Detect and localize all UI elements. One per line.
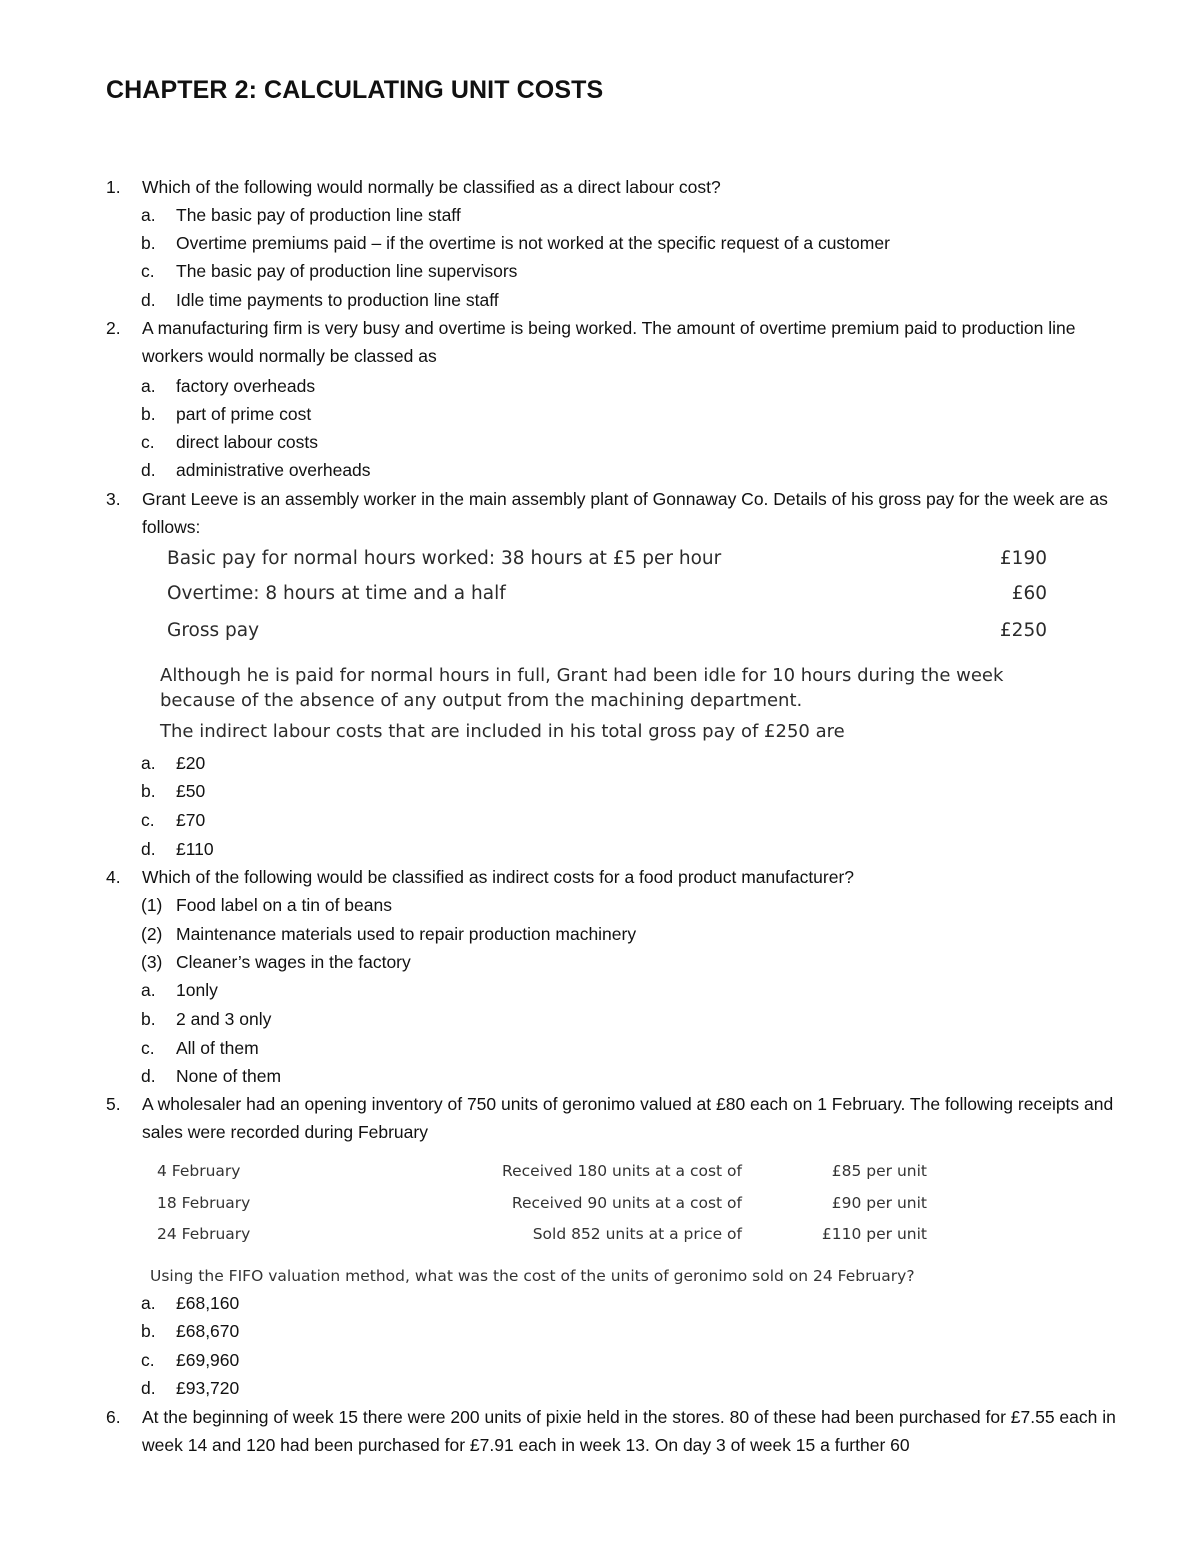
question-number: 2. bbox=[106, 318, 121, 338]
option-label: a. bbox=[141, 1293, 156, 1313]
option-label: c. bbox=[141, 261, 155, 281]
question-3 bbox=[106, 485, 1136, 542]
option-text: £70 bbox=[176, 810, 206, 830]
pay-amount: £250 bbox=[999, 620, 1047, 641]
option-text: administrative overheads bbox=[176, 460, 371, 480]
option-text: £68,160 bbox=[176, 1293, 240, 1313]
option-4a bbox=[141, 976, 1131, 1004]
inventory-desc: Received 90 units at a cost of bbox=[511, 1194, 742, 1212]
option-label: b. bbox=[141, 233, 156, 253]
question-2 bbox=[106, 314, 1136, 371]
question-1 bbox=[106, 173, 1136, 201]
option-4c bbox=[141, 1034, 1131, 1062]
inventory-date: 18 February bbox=[157, 1194, 251, 1212]
option-label: d. bbox=[141, 1378, 156, 1398]
option-text: The basic pay of production line staff bbox=[176, 205, 461, 225]
note-line: Using the FIFO valuation method, what was the cost of the units of geronimo sold on 24 February? bbox=[150, 1267, 915, 1285]
inventory-date: 24 February bbox=[157, 1225, 251, 1243]
question-text: Which of the following would be classified as indirect costs for a food product manufacturer? bbox=[142, 867, 855, 887]
option-label: c. bbox=[141, 432, 155, 452]
option-1d bbox=[141, 286, 1131, 314]
option-5c bbox=[141, 1346, 1131, 1374]
option-label: a. bbox=[141, 753, 156, 773]
question-number: 5. bbox=[106, 1094, 121, 1114]
question-text: A wholesaler had an opening inventory of 750 units of geronimo valued at £80 each on 1 February. The following receipts and sales were recorded during February bbox=[142, 1094, 1114, 1143]
item-text: Maintenance materials used to repair production machinery bbox=[176, 924, 637, 944]
option-1b bbox=[141, 229, 1131, 257]
question-number: 6. bbox=[106, 1407, 121, 1427]
option-label: d. bbox=[141, 290, 156, 310]
inventory-date: 4 February bbox=[157, 1162, 241, 1180]
option-3d bbox=[141, 835, 1131, 863]
item-label: (3) bbox=[141, 952, 163, 972]
option-5a bbox=[141, 1289, 1131, 1317]
pay-row bbox=[167, 545, 1047, 573]
option-label: a. bbox=[141, 980, 156, 1000]
item-4-2 bbox=[141, 920, 1131, 948]
pay-amount: £60 bbox=[1011, 583, 1047, 604]
pay-row bbox=[167, 580, 1047, 608]
option-text: £68,670 bbox=[176, 1321, 240, 1341]
option-text: £69,960 bbox=[176, 1350, 240, 1370]
question-number: 1. bbox=[106, 177, 121, 197]
note-line: The indirect labour costs that are included in his total gross pay of £250 are bbox=[160, 721, 845, 742]
item-label: (2) bbox=[141, 924, 163, 944]
option-text: factory overheads bbox=[176, 376, 316, 396]
pay-row bbox=[167, 617, 1047, 645]
option-label: c. bbox=[141, 810, 155, 830]
option-3c bbox=[141, 806, 1131, 834]
option-label: b. bbox=[141, 1009, 156, 1029]
option-text: part of prime cost bbox=[176, 404, 312, 424]
option-label: b. bbox=[141, 1321, 156, 1341]
question-5 bbox=[106, 1090, 1136, 1147]
question-number: 3. bbox=[106, 489, 121, 509]
question-number: 4. bbox=[106, 867, 121, 887]
pay-label: Overtime: 8 hours at time and a half bbox=[167, 583, 506, 604]
option-label: a. bbox=[141, 205, 156, 225]
pay-label: Gross pay bbox=[167, 620, 260, 641]
option-text: Idle time payments to production line staff bbox=[176, 290, 499, 310]
option-1c bbox=[141, 257, 1131, 285]
option-4b bbox=[141, 1005, 1131, 1033]
note-line: because of the absence of any output from the machining department. bbox=[160, 690, 803, 711]
option-4d bbox=[141, 1062, 1131, 1090]
question-text: At the beginning of week 15 there were 200 units of pixie held in the stores. 80 of these had been purchased for £7.55 each in week 14 and 120 had been purchased for £7.91 each in week 13. On day 3 of week 15 a further 60 bbox=[142, 1407, 1116, 1456]
option-text: The basic pay of production line supervisors bbox=[176, 261, 518, 281]
question-text: Grant Leeve is an assembly worker in the main assembly plant of Gonnaway Co. Details of his gross pay for the week are as follows: bbox=[142, 489, 1108, 538]
question-text: A manufacturing firm is very busy and overtime is being worked. The amount of overtime premium paid to production line workers would normally be classed as bbox=[142, 318, 1076, 367]
option-3b bbox=[141, 777, 1131, 805]
option-2b bbox=[141, 400, 1131, 428]
item-label: (1) bbox=[141, 895, 163, 915]
note-line: Although he is paid for normal hours in full, Grant had been idle for 10 hours during the week bbox=[160, 665, 1004, 686]
option-5b bbox=[141, 1317, 1131, 1345]
inventory-table bbox=[157, 1157, 927, 1243]
item-4-1 bbox=[141, 891, 1131, 919]
pay-amount: £190 bbox=[999, 548, 1047, 569]
question-4 bbox=[106, 863, 1136, 891]
option-text: £110 bbox=[176, 839, 214, 859]
option-1a bbox=[141, 201, 1131, 229]
page-title: CHAPTER 2: CALCULATING UNIT COSTS bbox=[106, 76, 604, 104]
option-label: c. bbox=[141, 1038, 155, 1058]
option-text: direct labour costs bbox=[176, 432, 319, 452]
option-label: d. bbox=[141, 839, 156, 859]
option-label: c. bbox=[141, 1350, 155, 1370]
option-5d bbox=[141, 1374, 1131, 1402]
option-text: None of them bbox=[176, 1066, 282, 1086]
inventory-desc: Received 180 units at a cost of bbox=[502, 1162, 742, 1180]
option-text: £93,720 bbox=[176, 1378, 240, 1398]
option-label: b. bbox=[141, 781, 156, 801]
option-text: Overtime premiums paid – if the overtime is not worked at the specific request of a customer bbox=[176, 233, 890, 253]
question-6 bbox=[106, 1403, 1136, 1460]
item-text: Food label on a tin of beans bbox=[176, 895, 392, 915]
gross-pay-table bbox=[167, 545, 1047, 645]
option-3a bbox=[141, 749, 1131, 777]
option-text: 1only bbox=[176, 980, 218, 1000]
option-text: £50 bbox=[176, 781, 206, 801]
item-text: Cleaner’s wages in the factory bbox=[176, 952, 411, 972]
option-label: d. bbox=[141, 460, 156, 480]
pay-label: Basic pay for normal hours worked: 38 hours at £5 per hour bbox=[167, 548, 722, 569]
inventory-price: £90 per unit bbox=[831, 1194, 927, 1212]
option-label: b. bbox=[141, 404, 156, 424]
option-2d bbox=[141, 456, 1131, 484]
item-4-3 bbox=[141, 948, 1131, 976]
inventory-desc: Sold 852 units at a price of bbox=[532, 1225, 742, 1243]
option-text: All of them bbox=[176, 1038, 259, 1058]
question-3-note bbox=[160, 662, 1060, 742]
question-5-note bbox=[150, 1262, 950, 1286]
question-text: Which of the following would normally be classified as a direct labour cost? bbox=[142, 177, 721, 197]
option-text: 2 and 3 only bbox=[176, 1009, 272, 1029]
option-label: d. bbox=[141, 1066, 156, 1086]
option-2c bbox=[141, 428, 1131, 456]
inventory-price: £85 per unit bbox=[831, 1162, 927, 1180]
option-2a bbox=[141, 372, 1131, 400]
option-label: a. bbox=[141, 376, 156, 396]
option-text: £20 bbox=[176, 753, 206, 773]
inventory-price: £110 per unit bbox=[821, 1225, 927, 1243]
